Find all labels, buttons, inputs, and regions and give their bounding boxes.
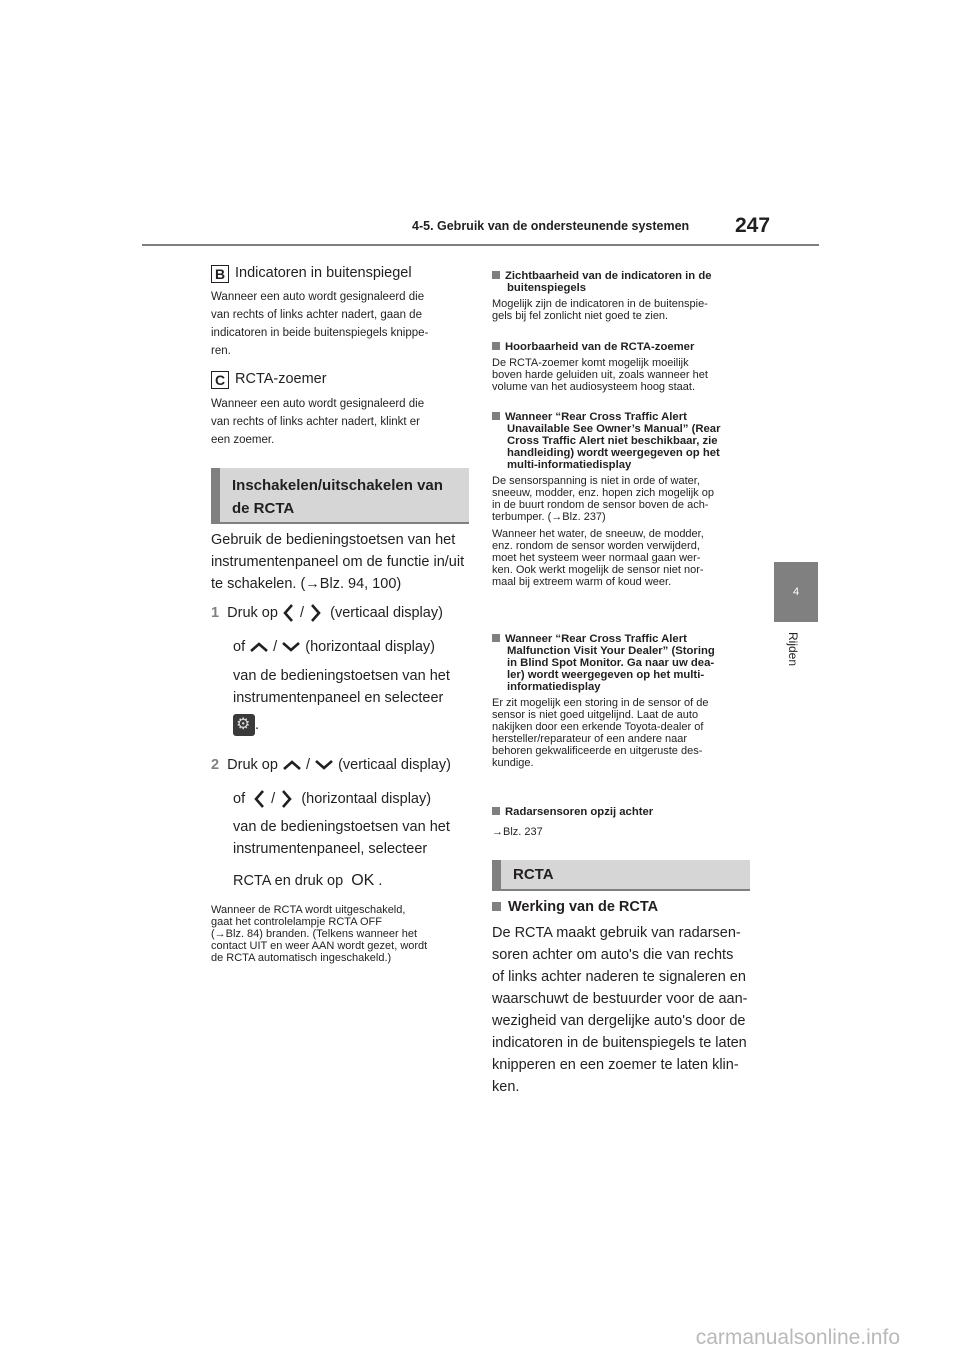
item-c-title: C RCTA-zoemer [211, 368, 327, 390]
header-rule [142, 244, 819, 246]
section-heading-rcta: RCTA [492, 860, 750, 889]
section-heading-toggle: Inschakelen/uitschakelen van de RCTA [211, 468, 469, 522]
letter-c-box: C [211, 371, 229, 389]
section-rule [211, 522, 469, 524]
bullet-square-icon [492, 902, 501, 911]
bullet-square-icon [492, 271, 500, 279]
item-b-title: B Indicatoren in buitenspiegel [211, 262, 412, 284]
note-visibility: Zichtbaarheid van de indicatoren in de buitenspiegels Mogelijk zijn de indicatoren in de buitenspie- gels bij fel zonlicht niet goed te zien. [492, 270, 712, 322]
bullet-square-icon [492, 807, 500, 815]
letter-b-box: B [211, 265, 229, 283]
chevron-left-icon [282, 603, 296, 623]
page-number: 247 [735, 214, 771, 237]
step-1-settings: ⚙ . [233, 714, 259, 736]
chevron-down-icon [281, 640, 301, 654]
intro-text: Gebruik de bedieningstoetsen van het instrumentenpaneel om de functie in/uit te schakelen. (→Blz. 94, 100) [211, 532, 465, 592]
chevron-down-icon [314, 758, 334, 772]
chapter-tab: 4 [774, 562, 818, 622]
step-2-line3: van de bedieningstoetsen van het instrumentenpaneel, selecteer [233, 819, 450, 857]
item-c-text: Wanneer een auto wordt gesignaleerd die van rechts of links achter nadert, klinkt er een zoemer. [211, 398, 425, 446]
toggle-note: Wanneer de RCTA wordt uitgeschakeld, gaat het controlelampje RCTA OFF (→Blz. 84) branden. (Telkens wanneer het contact UIT en weer AAN wordt gezet, wordt de RCTA automatisch ingeschakeld.) [211, 904, 428, 964]
watermark: carmanualsonline.info [695, 1326, 900, 1349]
note-radar-sensors: Radarsensoren opzij achter →Blz. 237 [492, 806, 654, 838]
step-2: 2 Druk op / (verticaal display) [211, 757, 451, 773]
step-1-line2: of / (horizontaal display) [233, 639, 436, 655]
step-1-line3: van de bedieningstoetsen van het instrumentenpaneel en selecteer [233, 668, 450, 706]
note-audibility: Hoorbaarheid van de RCTA-zoemer De RCTA-zoemer komt mogelijk moeilijk boven harde geluiden uit, zoals wanneer het volume van het audiosysteem hoog staat. [492, 341, 708, 393]
item-b-text: Wanneer een auto wordt gesignaleerd die van rechts of links achter nadert, gaan de indicatoren in beide buitenspiegels knippe- ren. [211, 291, 429, 357]
rcta-operation: Werking van de RCTA De RCTA maakt gebruik van radarsen- soren achter om auto's die van rechts of links achter naderen te signaleren en waarschuwt de bestuurder voor de aan- wezigheid van dergelijke auto's door de indicatoren in de buitenspiegels te laten knipperen en een zoemer te laten klin- ken. [492, 899, 748, 1095]
note-unavailable: Wanneer “Rear Cross Traffic Alert Unavailable See Owner’s Manual” (Rear Cross Traffic Alert niet beschikbaar, zie handleiding) wordt weergegeven op het multi-informatiedisplay De sensorspanning is niet in orde of water, sneeuw, modder, enz. hopen zich mogelijk op in de buurt rondom de sensor boven de ach- terbumper. (→Blz. 237) Wanneer het water, de sneeuw, de modder, enz. rondom de sensor worden verwijderd, moet het systeem weer normaal gaan wer- ken. Ook werkt mogelijk de sensor niet nor- maal bij extreem warm of koud weer. [492, 411, 721, 588]
chapter-label: Rijden [786, 632, 800, 667]
note-malfunction: Wanneer “Rear Cross Traffic Alert Malfunction Visit Your Dealer” (Storing in Blind Spot Monitor. Ga naar uw dea- ler) wordt weergegeven op het multi- informatiedisplay Er zit mogelijk een storing in de sensor of de sensor is niet goed uitgelijnd. Laat de auto nakijken door een erkende Toyota-dealer of hersteller/reparateur of een andere naar behoren gekwalificeerde en uitgeruste des- kundige. [492, 633, 715, 769]
bullet-square-icon [492, 634, 500, 642]
chevron-right-icon [279, 789, 293, 809]
bullet-square-icon [492, 342, 500, 350]
settings-gear-icon: ⚙ [233, 714, 255, 736]
chevron-right-icon [308, 603, 322, 623]
section-header-title: 4-5. Gebruik van de ondersteunende systemen [412, 219, 690, 233]
step-1: 1 Druk op / (verticaal display) [211, 602, 443, 624]
chevron-up-icon [282, 758, 302, 772]
section-rule [492, 889, 750, 891]
chevron-up-icon [249, 640, 269, 654]
ok-icon: OK [351, 872, 375, 889]
bullet-square-icon [492, 412, 500, 420]
chevron-left-icon [253, 789, 267, 809]
step-2-line4: RCTA en druk op OK . [233, 872, 383, 889]
step-2-line2: of / (horizontaal display) [233, 788, 431, 810]
